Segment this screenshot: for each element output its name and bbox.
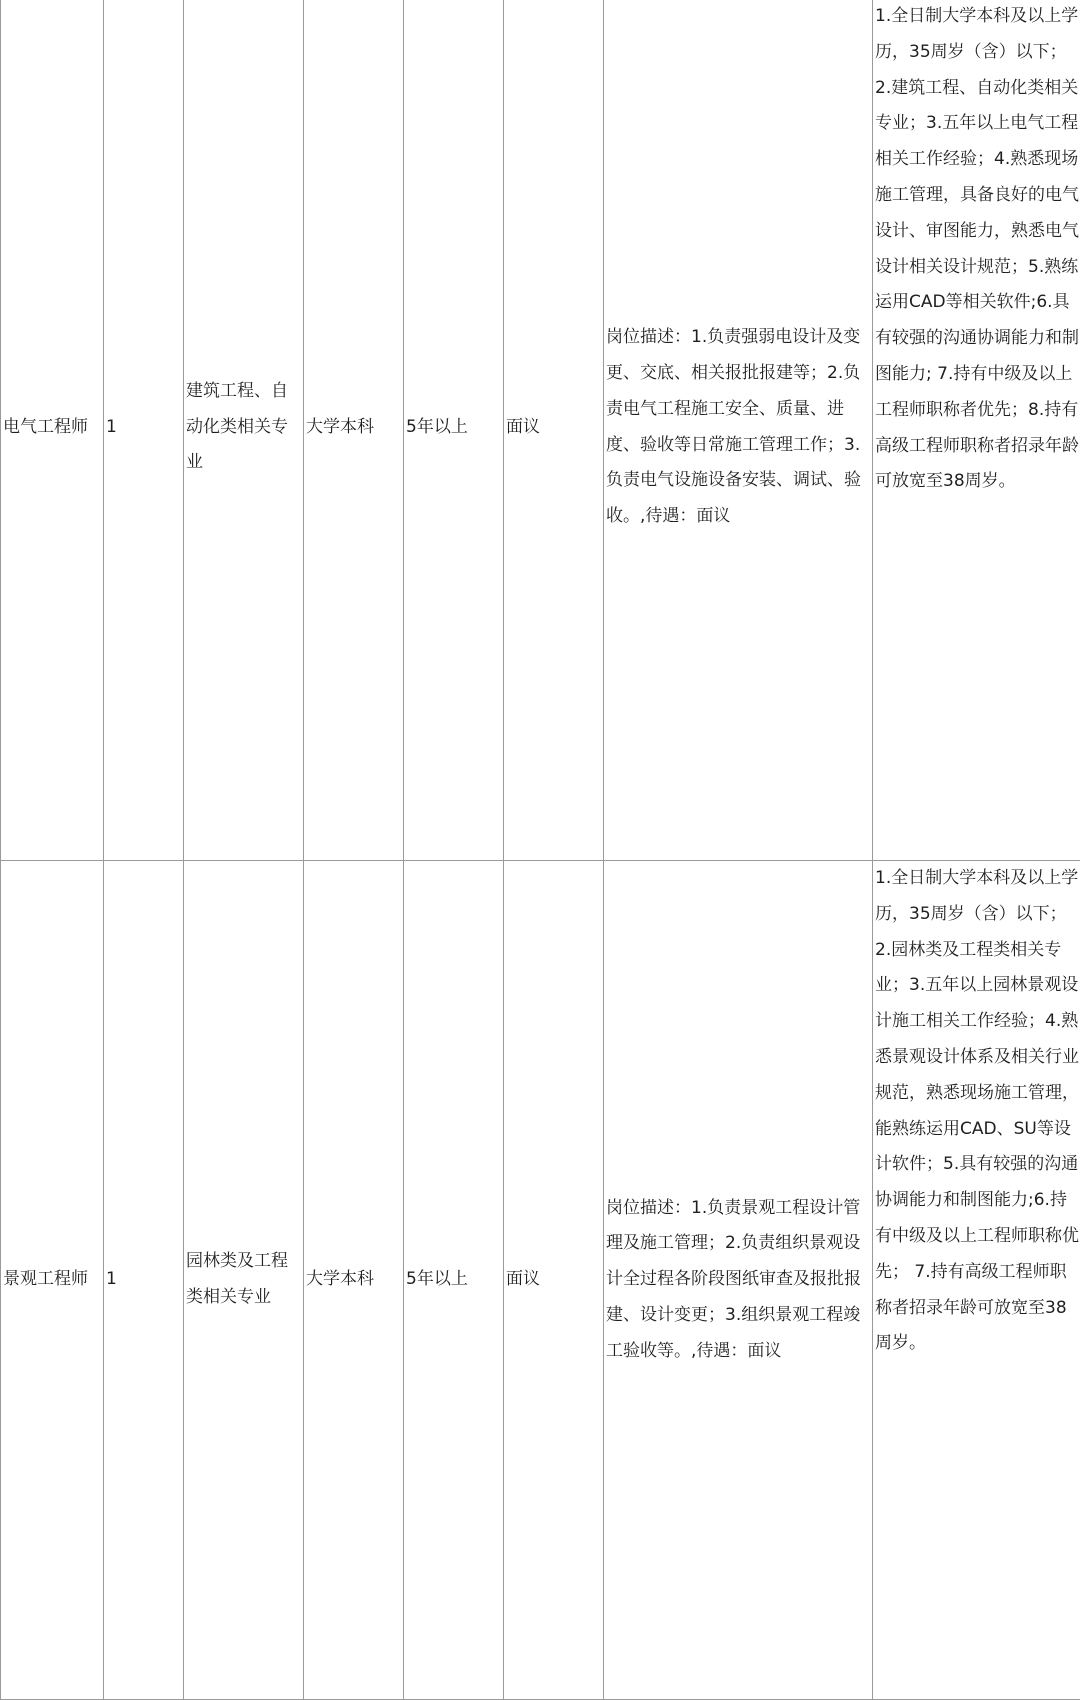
major-cell: 建筑工程、自动化类相关专业 — [184, 0, 304, 861]
headcount-cell: 1 — [104, 0, 184, 861]
experience-cell: 5年以上 — [404, 0, 504, 861]
table-row — [1, 861, 1080, 1700]
salary-cell: 面议 — [504, 861, 604, 1700]
position-cell: 景观工程师 — [1, 861, 104, 1700]
requirements-cell: 1.全日制大学本科及以上学历，35周岁（含）以下； 2.建筑工程、自动化类相关专业；3.五年以上电气工程相关工作经验；4.熟悉现场施工管理，具备良好的电气设计、审图能力，熟悉电气设计相关设计规范；5.熟练运用CAD等相关软件;6.具有较强的沟通协调能力和制图能力; 7.持有中级及以上工程师职称者优先；8.持有高级工程师职称者招录年龄可放宽至38周岁。 — [873, 0, 1080, 861]
headcount-cell: 1 — [104, 861, 184, 1700]
description-cell: 岗位描述：1.负责强弱电设计及变更、交底、相关报批报建等；2.负责电气工程施工安全、质量、进度、验收等日常施工管理工作；3.负责电气设施设备安装、调试、验收。,待遇：面议 — [604, 0, 873, 861]
major-cell: 园林类及工程类相关专业 — [184, 861, 304, 1700]
education-cell: 大学本科 — [304, 0, 404, 861]
table-row — [1, 0, 1080, 861]
requirements-cell: 1.全日制大学本科及以上学历，35周岁（含）以下； 2.园林类及工程类相关专业；3.五年以上园林景观设计施工相关工作经验；4.熟悉景观设计体系及相关行业规范，熟悉现场施工管理，能熟练运用CAD、SU等设计软件；5.具有较强的沟通协调能力和制图能力;6.持有中级及以上工程师职称优先； 7.持有高级工程师职称者招录年龄可放宽至38周岁。 — [873, 861, 1080, 1700]
position-cell: 电气工程师 — [1, 0, 104, 861]
experience-cell: 5年以上 — [404, 861, 504, 1700]
salary-cell: 面议 — [504, 0, 604, 861]
description-cell: 岗位描述：1.负责景观工程设计管理及施工管理；2.负责组织景观设计全过程各阶段图纸审查及报批报建、设计变更；3.组织景观工程竣工验收等。,待遇：面议 — [604, 861, 873, 1700]
education-cell: 大学本科 — [304, 861, 404, 1700]
